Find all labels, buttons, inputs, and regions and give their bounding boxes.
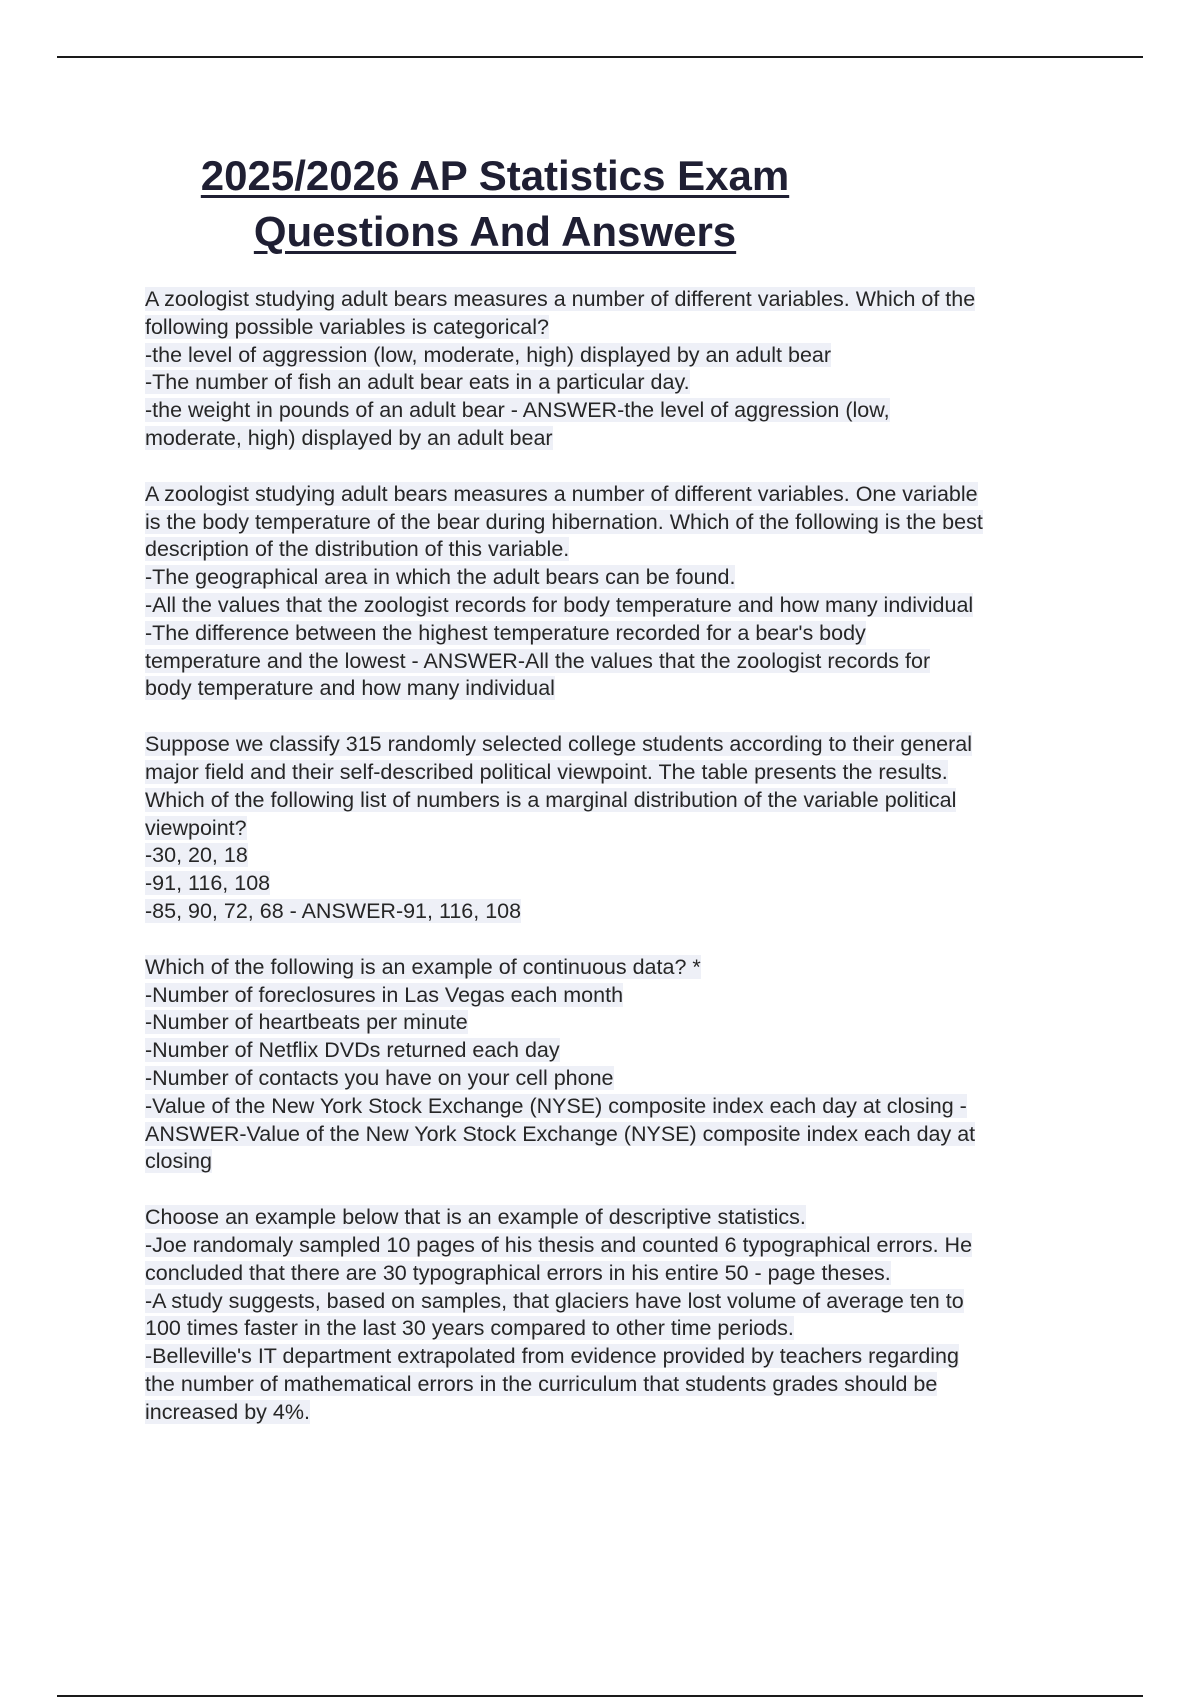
text-run: following possible variables is categorical? [145, 314, 549, 339]
text-run: Suppose we classify 315 randomly selected college students according to their general [145, 732, 973, 757]
text-run: ANSWER-Value of the New York Stock Exchange (NYSE) composite index each day at [145, 1121, 976, 1146]
question-text-line [145, 592, 1095, 620]
question-text-line [145, 397, 1095, 425]
question-text-line [145, 1343, 1095, 1371]
question-block [145, 481, 1095, 703]
text-run: moderate, high) displayed by an adult bear [145, 425, 553, 450]
question-text-line [145, 564, 1095, 592]
text-run: -Number of foreclosures in Las Vegas each month [145, 982, 624, 1007]
text-run: Choose an example below that is an example of descriptive statistics. [145, 1205, 806, 1230]
question-text-line [145, 620, 1095, 648]
question-text-line [145, 1399, 1095, 1427]
text-run: 100 times faster in the last 30 years compared to other time periods. [145, 1316, 794, 1341]
question-text-line [145, 1009, 1095, 1037]
question-text-line [145, 787, 1095, 815]
question-text-line [145, 314, 1095, 342]
text-run: body temperature and how many individual [145, 676, 555, 701]
text-run: -All the values that the zoologist records for body temperature and how many individual [145, 592, 974, 617]
question-text-line [145, 536, 1095, 564]
question-text-line [145, 982, 1095, 1010]
text-run: -Value of the New York Stock Exchange (NYSE) composite index each day at closing - [145, 1093, 967, 1118]
text-run: -The difference between the highest temperature recorded for a bear's body [145, 620, 866, 645]
question-text-line [145, 1065, 1095, 1093]
text-run: concluded that there are 30 typographical errors in his entire 50 - page theses. [145, 1260, 891, 1285]
question-text-line [145, 1288, 1095, 1316]
question-text-line [145, 1371, 1095, 1399]
question-text-line [145, 1121, 1095, 1149]
text-run: temperature and the lowest - ANSWER-All the values that the zoologist records for [145, 648, 931, 673]
question-text-line [145, 1315, 1095, 1343]
question-text-line [145, 369, 1095, 397]
question-text-line [145, 1148, 1095, 1176]
title-line-1: 2025/2026 AP Statistics Exam [200, 152, 790, 199]
question-text-line [145, 1204, 1095, 1232]
text-run: -the weight in pounds of an adult bear - ANSWER-the level of aggression (low, [145, 398, 890, 423]
question-block [145, 1204, 1095, 1426]
text-run: -Belleville's IT department extrapolated from evidence provided by teachers regarding [145, 1344, 959, 1369]
text-run: Which of the following is an example of continuous data? * [145, 954, 701, 979]
text-run: major field and their self-described political viewpoint. The table presents the results. [145, 759, 948, 784]
question-text-line [145, 954, 1095, 982]
text-run: -The geographical area in which the adult bears can be found. [145, 565, 736, 590]
text-run: viewpoint? [145, 815, 247, 840]
question-text-line [145, 675, 1095, 703]
text-run: -the level of aggression (low, moderate, high) displayed by an adult bear [145, 342, 832, 367]
text-run: is the body temperature of the bear during hibernation. Which of the following is the best [145, 509, 983, 534]
text-run: -Number of heartbeats per minute [145, 1010, 468, 1035]
bottom-rule [57, 1695, 1143, 1697]
question-text-line [145, 509, 1095, 537]
text-run: -A study suggests, based on samples, that glaciers have lost volume of average ten to [145, 1288, 964, 1313]
text-run: the number of mathematical errors in the curriculum that students grades should be [145, 1371, 938, 1396]
question-text-line [145, 731, 1095, 759]
top-rule [57, 56, 1143, 58]
question-text-line [145, 286, 1095, 314]
text-run: -Number of contacts you have on your cell phone [145, 1065, 614, 1090]
question-block [145, 954, 1095, 1176]
text-run: -Number of Netflix DVDs returned each day [145, 1038, 560, 1063]
qa-content [145, 286, 1095, 1454]
text-run: closing [145, 1149, 212, 1174]
question-text-line [145, 1037, 1095, 1065]
question-text-line [145, 842, 1095, 870]
question-text-line [145, 648, 1095, 676]
text-run: Which of the following list of numbers is a marginal distribution of the variable political [145, 787, 957, 812]
question-text-line [145, 1093, 1095, 1121]
text-run: -Joe randomaly sampled 10 pages of his thesis and counted 6 typographical errors. He [145, 1232, 973, 1257]
question-text-line [145, 759, 1095, 787]
text-run: A zoologist studying adult bears measures a number of different variables. Which of the [145, 287, 976, 311]
text-run: increased by 4%. [145, 1399, 310, 1424]
text-run: A zoologist studying adult bears measures a number of different variables. One variable [145, 481, 978, 506]
question-text-line [145, 870, 1095, 898]
question-text-line [145, 425, 1095, 453]
title-line-2: Questions And Answers [253, 208, 737, 255]
question-text-line [145, 1260, 1095, 1288]
text-run: -91, 116, 108 [145, 871, 271, 896]
document-title [145, 148, 845, 260]
question-text-line [145, 342, 1095, 370]
text-run: -30, 20, 18 [145, 843, 248, 868]
text-run: description of the distribution of this variable. [145, 537, 570, 562]
question-text-line [145, 815, 1095, 843]
question-block [145, 731, 1095, 926]
question-block [145, 286, 1095, 453]
question-text-line [145, 1232, 1095, 1260]
text-run: -85, 90, 72, 68 - ANSWER-91, 116, 108 [145, 898, 522, 923]
text-run: -The number of fish an adult bear eats in a particular day. [145, 370, 690, 395]
question-text-line [145, 481, 1095, 509]
question-text-line [145, 898, 1095, 926]
